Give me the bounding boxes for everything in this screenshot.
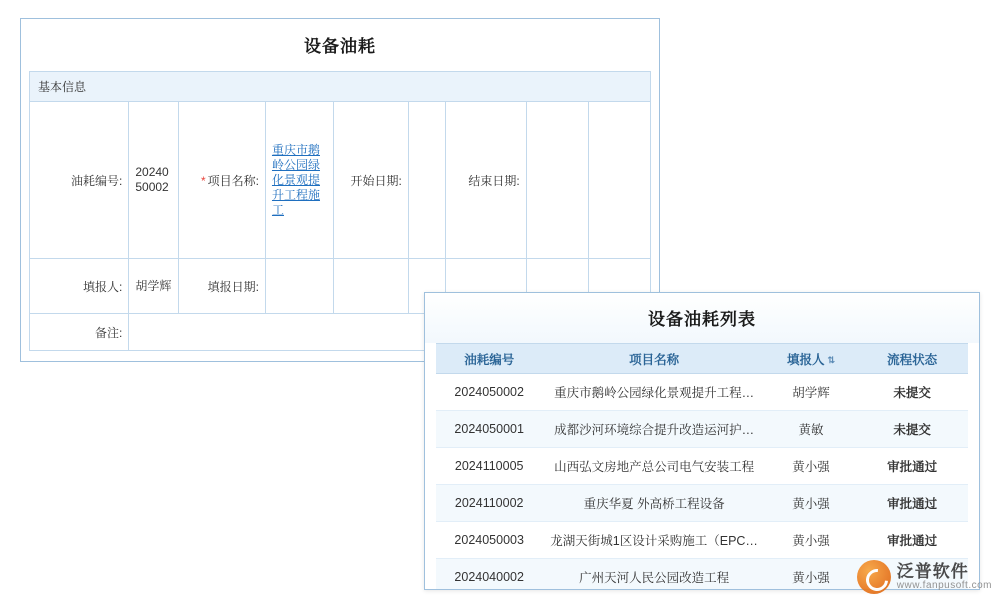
- cell-person[interactable]: 黄敏: [766, 411, 856, 448]
- report-date-value[interactable]: [265, 259, 333, 314]
- cell-project[interactable]: 广州天河人民公园改造工程: [542, 559, 765, 591]
- table-row[interactable]: [436, 448, 968, 485]
- end-date-value[interactable]: [526, 102, 588, 259]
- table-row[interactable]: [436, 411, 968, 448]
- cell-project[interactable]: 重庆市鹅岭公园绿化景观提升工程…: [542, 374, 765, 411]
- reporter-label: 填报人:: [30, 259, 129, 314]
- cell-person[interactable]: 黄小强: [766, 522, 856, 559]
- table-row[interactable]: [436, 374, 968, 411]
- cell-code[interactable]: 2024110005: [436, 448, 542, 485]
- watermark: [857, 560, 992, 594]
- project-name-label-text: 项目名称:: [207, 173, 259, 188]
- spare-cell-mid-1: [334, 259, 409, 314]
- column-header-status[interactable]: [856, 344, 968, 374]
- fuel-code-value: [129, 102, 179, 259]
- cell-person[interactable]: 胡学辉: [766, 374, 856, 411]
- end-date-label: 结束日期:: [446, 102, 527, 259]
- status-badge: 未提交: [856, 374, 968, 411]
- report-date-label: 填报日期:: [179, 259, 266, 314]
- cell-code[interactable]: 2024110002: [436, 485, 542, 522]
- spare-cell-top: [588, 102, 650, 259]
- cell-code[interactable]: 2024050003: [436, 522, 542, 559]
- sort-icon[interactable]: ⇅: [827, 354, 836, 365]
- column-header-project-label: 项目名称: [629, 352, 680, 367]
- cell-code[interactable]: 2024050001: [436, 411, 542, 448]
- column-header-project[interactable]: [542, 344, 765, 374]
- fuel-code-label: 油耗编号:: [30, 102, 129, 259]
- equipment-fuel-list-panel: [424, 292, 980, 590]
- column-header-code[interactable]: [436, 344, 542, 374]
- brand-url: www.fanpusoft.com: [896, 579, 992, 591]
- list-title: 设备油耗列表: [425, 293, 979, 343]
- fuel-code-text: 2024050002: [135, 165, 169, 194]
- column-header-person-label: 填报人: [787, 352, 825, 367]
- page-title: 设备油耗: [304, 37, 376, 56]
- start-date-value[interactable]: [408, 102, 445, 259]
- project-name-link[interactable]: 重庆市鹅岭公园绿化景观提升工程施工: [271, 142, 320, 217]
- column-header-status-label: 流程状态: [887, 352, 938, 367]
- table-row[interactable]: [436, 522, 968, 559]
- status-badge: 审批通过: [856, 522, 968, 559]
- cell-project[interactable]: 山西弘文房地产总公司电气安装工程: [542, 448, 765, 485]
- cell-project[interactable]: 龙湖天街城1区设计采购施工（EPC…: [542, 522, 765, 559]
- status-badge: 审批通过: [856, 448, 968, 485]
- status-badge: 未提交: [856, 411, 968, 448]
- cell-project[interactable]: 成都沙河环境综合提升改造运河护…: [542, 411, 765, 448]
- project-name-label: [179, 102, 266, 259]
- brand-name: 泛普软件: [896, 561, 969, 581]
- cell-project[interactable]: 重庆华夏 外高桥工程设备: [542, 485, 765, 522]
- note-label: 备注:: [30, 314, 129, 351]
- section-header-basic-info: 基本信息: [29, 71, 651, 101]
- reporter-value: [129, 259, 179, 314]
- project-name-value[interactable]: [265, 102, 333, 259]
- form-row-main: [30, 102, 651, 259]
- table-row[interactable]: [436, 485, 968, 522]
- column-header-code-label: 油耗编号: [464, 352, 515, 367]
- cell-person[interactable]: 黄小强: [766, 485, 856, 522]
- status-badge: 审批通过: [856, 485, 968, 522]
- column-header-person[interactable]: [766, 344, 856, 374]
- brand-logo-icon: [857, 560, 891, 594]
- start-date-label: 开始日期:: [334, 102, 409, 259]
- cell-code[interactable]: 2024050002: [436, 374, 542, 411]
- required-marker: *: [200, 173, 206, 188]
- watermark-texts: [897, 563, 992, 591]
- table-header-row: [436, 344, 968, 374]
- equipment-fuel-list-table: [436, 343, 968, 590]
- reporter-text: 胡学辉: [135, 278, 172, 293]
- cell-code[interactable]: 2024040002: [436, 559, 542, 591]
- cell-person[interactable]: 黄小强: [766, 559, 856, 591]
- cell-person[interactable]: 黄小强: [766, 448, 856, 485]
